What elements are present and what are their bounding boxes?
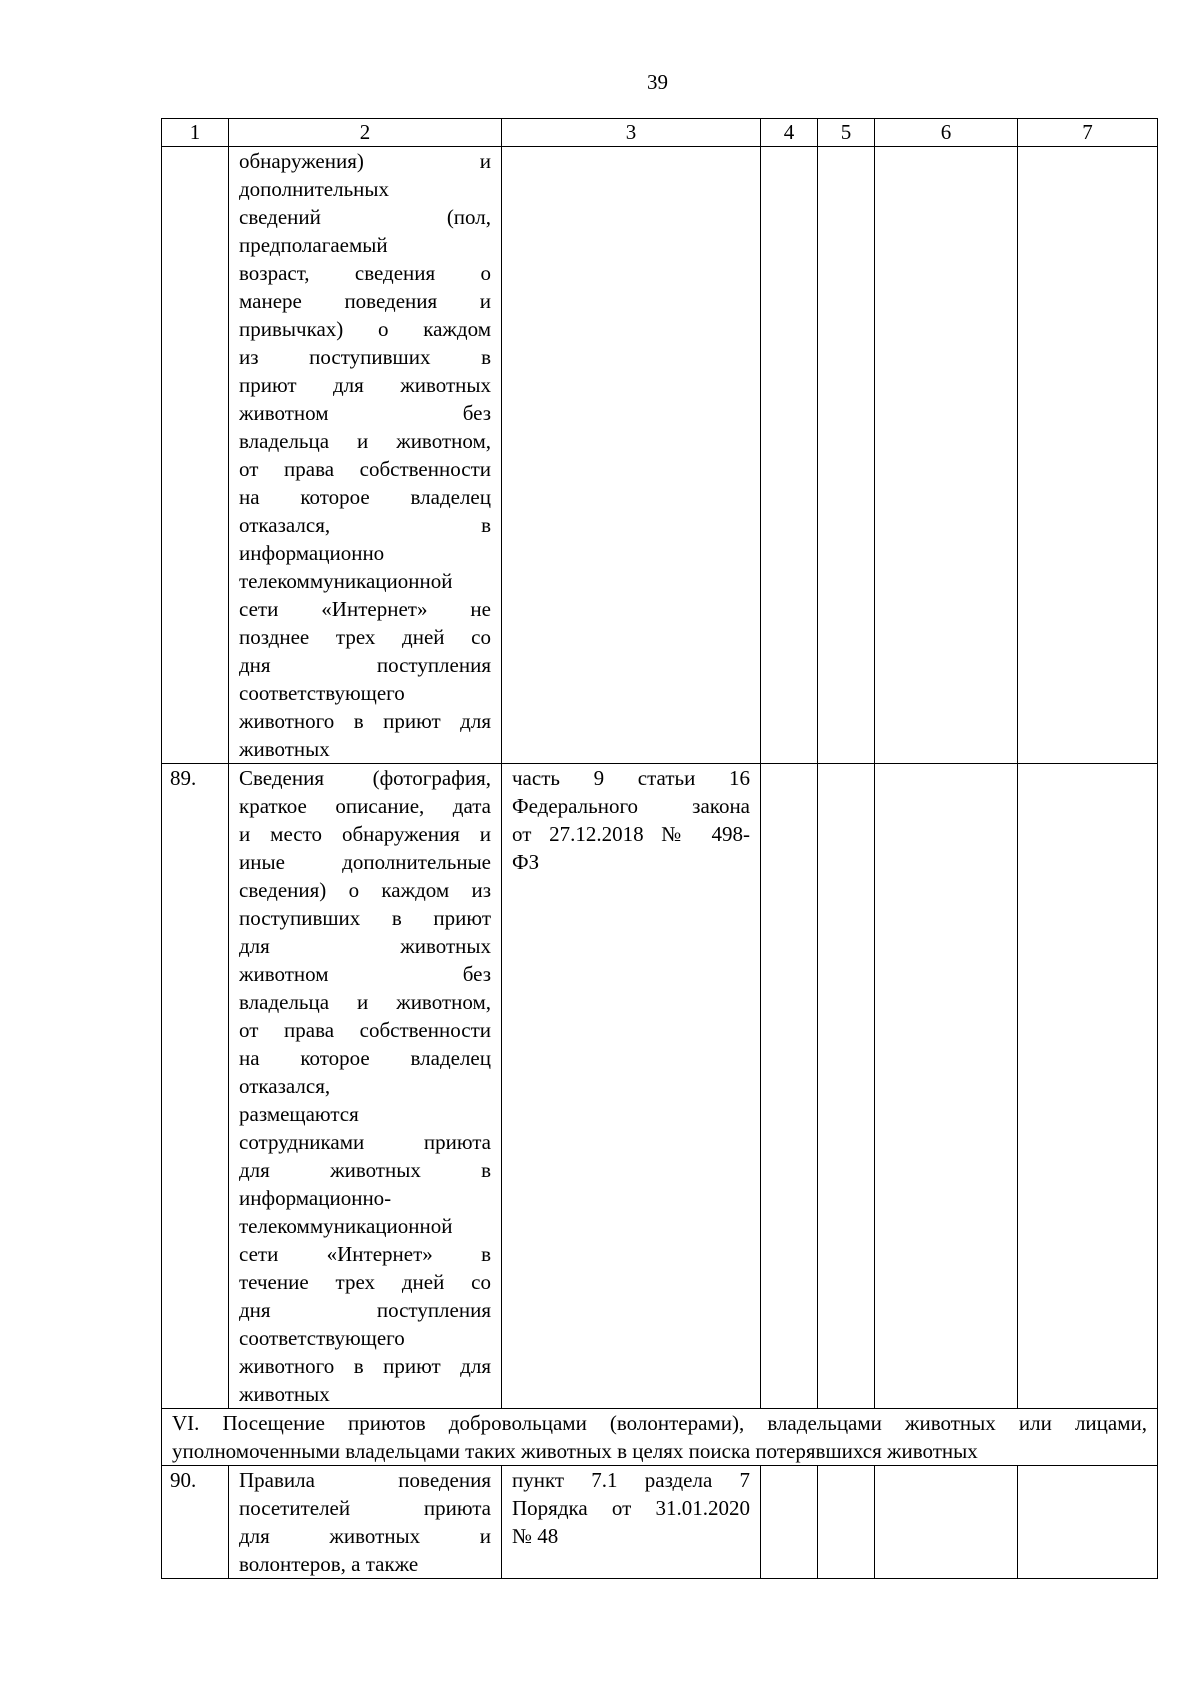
column-header: 5 — [818, 119, 875, 147]
text-line: от права собственности — [239, 1018, 491, 1042]
section-heading-cell — [162, 1409, 1158, 1466]
text-line: размещаются — [239, 1102, 359, 1126]
empty-cell — [761, 147, 818, 764]
text-line: сети «Интернет» в — [239, 1242, 491, 1266]
text-line: позднее трех дней со — [239, 625, 491, 649]
text-line: животном без — [239, 401, 491, 425]
text-line: из поступивших в — [239, 345, 491, 369]
text-line: № 48 — [512, 1524, 559, 1548]
text-line: и место обнаружения и — [239, 822, 491, 846]
row-number-cell: 90. — [162, 1466, 229, 1579]
basis-lines — [512, 1466, 750, 1550]
text-line: животного в приют для — [239, 1354, 491, 1378]
text-line: для животных и — [239, 1524, 491, 1548]
text-line: дня поступления — [239, 1298, 491, 1322]
empty-cell — [1018, 1466, 1158, 1579]
text-line: поступивших в приют — [239, 906, 491, 930]
empty-cell — [818, 764, 875, 1409]
text-line: Правила поведения — [239, 1468, 491, 1492]
requirement-description-cell — [229, 764, 502, 1409]
table-row-90 — [162, 1466, 1158, 1579]
text-line: на которое владелец — [239, 485, 491, 509]
text-line: для животных — [239, 934, 491, 958]
column-header: 7 — [1018, 119, 1158, 147]
text-line: дополнительных — [239, 177, 390, 201]
requirement-description-cell — [229, 1466, 502, 1579]
page-number: 39 — [647, 70, 668, 94]
basis-lines — [512, 764, 750, 876]
column-header: 4 — [761, 119, 818, 147]
text-line: манере поведения и — [239, 289, 491, 313]
text-line: уполномоченными владельцами таких животных в целях поиска потерявшихся животных — [172, 1439, 978, 1463]
empty-cell — [761, 1466, 818, 1579]
text-line: животном без — [239, 962, 491, 986]
empty-cell — [1018, 147, 1158, 764]
text-line: обнаружения) и — [239, 149, 491, 173]
text-line: животного в приют для — [239, 709, 491, 733]
text-line: Сведения (фотография, — [239, 766, 491, 790]
text-line: течение трех дней со — [239, 1270, 491, 1294]
empty-cell — [818, 1466, 875, 1579]
text-line: сотрудниками приюта — [239, 1130, 491, 1154]
legal-basis-cell — [502, 1466, 761, 1579]
text-line: животных — [239, 1382, 330, 1406]
text-line: краткое описание, дата — [239, 794, 491, 818]
text-line: предполагаемый — [239, 233, 388, 257]
text-line: ФЗ — [512, 850, 540, 874]
column-header: 3 — [502, 119, 761, 147]
column-header: 2 — [229, 119, 502, 147]
requirements-table — [161, 118, 1158, 1579]
table-row-continuation — [162, 147, 1158, 764]
empty-cell — [875, 147, 1018, 764]
text-line: волонтеров, а также — [239, 1552, 419, 1576]
text-line: от права собственности — [239, 457, 491, 481]
text-line: телекоммуникационной — [239, 1214, 453, 1238]
empty-cell — [761, 764, 818, 1409]
text-line: сведений (пол, — [239, 205, 491, 229]
column-header: 1 — [162, 119, 229, 147]
table-header-row — [162, 119, 1158, 147]
empty-cell — [875, 1466, 1018, 1579]
text-line: информационно — [239, 541, 385, 565]
text-line: Федерального закона — [512, 794, 750, 818]
description-lines — [239, 147, 491, 763]
text-line: сведения) о каждом из — [239, 878, 491, 902]
text-line: владельца и животном, — [239, 429, 491, 453]
text-line: возраст, сведения о — [239, 261, 491, 285]
text-line: отказался, — [239, 1074, 331, 1098]
requirement-description-cell — [229, 147, 502, 764]
text-line: на которое владелец — [239, 1046, 491, 1070]
row-number-cell: 89. — [162, 764, 229, 1409]
text-line: соответствующего — [239, 681, 405, 705]
column-header: 6 — [875, 119, 1018, 147]
text-line: VI. Посещение приютов добровольцами (волонтерами), владельцами животных или лицами, — [172, 1411, 1147, 1435]
empty-cell — [1018, 764, 1158, 1409]
section-heading-lines — [172, 1409, 1147, 1465]
table-row-89 — [162, 764, 1158, 1409]
text-line: иные дополнительные — [239, 850, 491, 874]
text-line: дня поступления — [239, 653, 491, 677]
text-line: соответствующего — [239, 1326, 405, 1350]
legal-basis-cell — [502, 147, 761, 764]
text-line: владельца и животном, — [239, 990, 491, 1014]
description-lines — [239, 764, 491, 1408]
legal-basis-cell — [502, 764, 761, 1409]
empty-cell — [818, 147, 875, 764]
text-line: посетителей приюта — [239, 1496, 491, 1520]
text-line: животных — [239, 737, 330, 761]
section-row-vi — [162, 1409, 1158, 1466]
text-line: телекоммуникационной — [239, 569, 453, 593]
description-lines — [239, 1466, 491, 1578]
text-line: информационно- — [239, 1186, 392, 1210]
text-line: приют для животных — [239, 373, 491, 397]
text-line: привычках) о каждом — [239, 317, 491, 341]
text-line: для животных в — [239, 1158, 491, 1182]
row-number-cell — [162, 147, 229, 764]
text-line: от 27.12.2018 № 498- — [512, 822, 750, 846]
text-line: часть 9 статьи 16 — [512, 766, 750, 790]
empty-cell — [875, 764, 1018, 1409]
text-line: Порядка от 31.01.2020 — [512, 1496, 750, 1520]
text-line: сети «Интернет» не — [239, 597, 491, 621]
text-line: отказался, в — [239, 513, 491, 537]
text-line: пункт 7.1 раздела 7 — [512, 1468, 750, 1492]
